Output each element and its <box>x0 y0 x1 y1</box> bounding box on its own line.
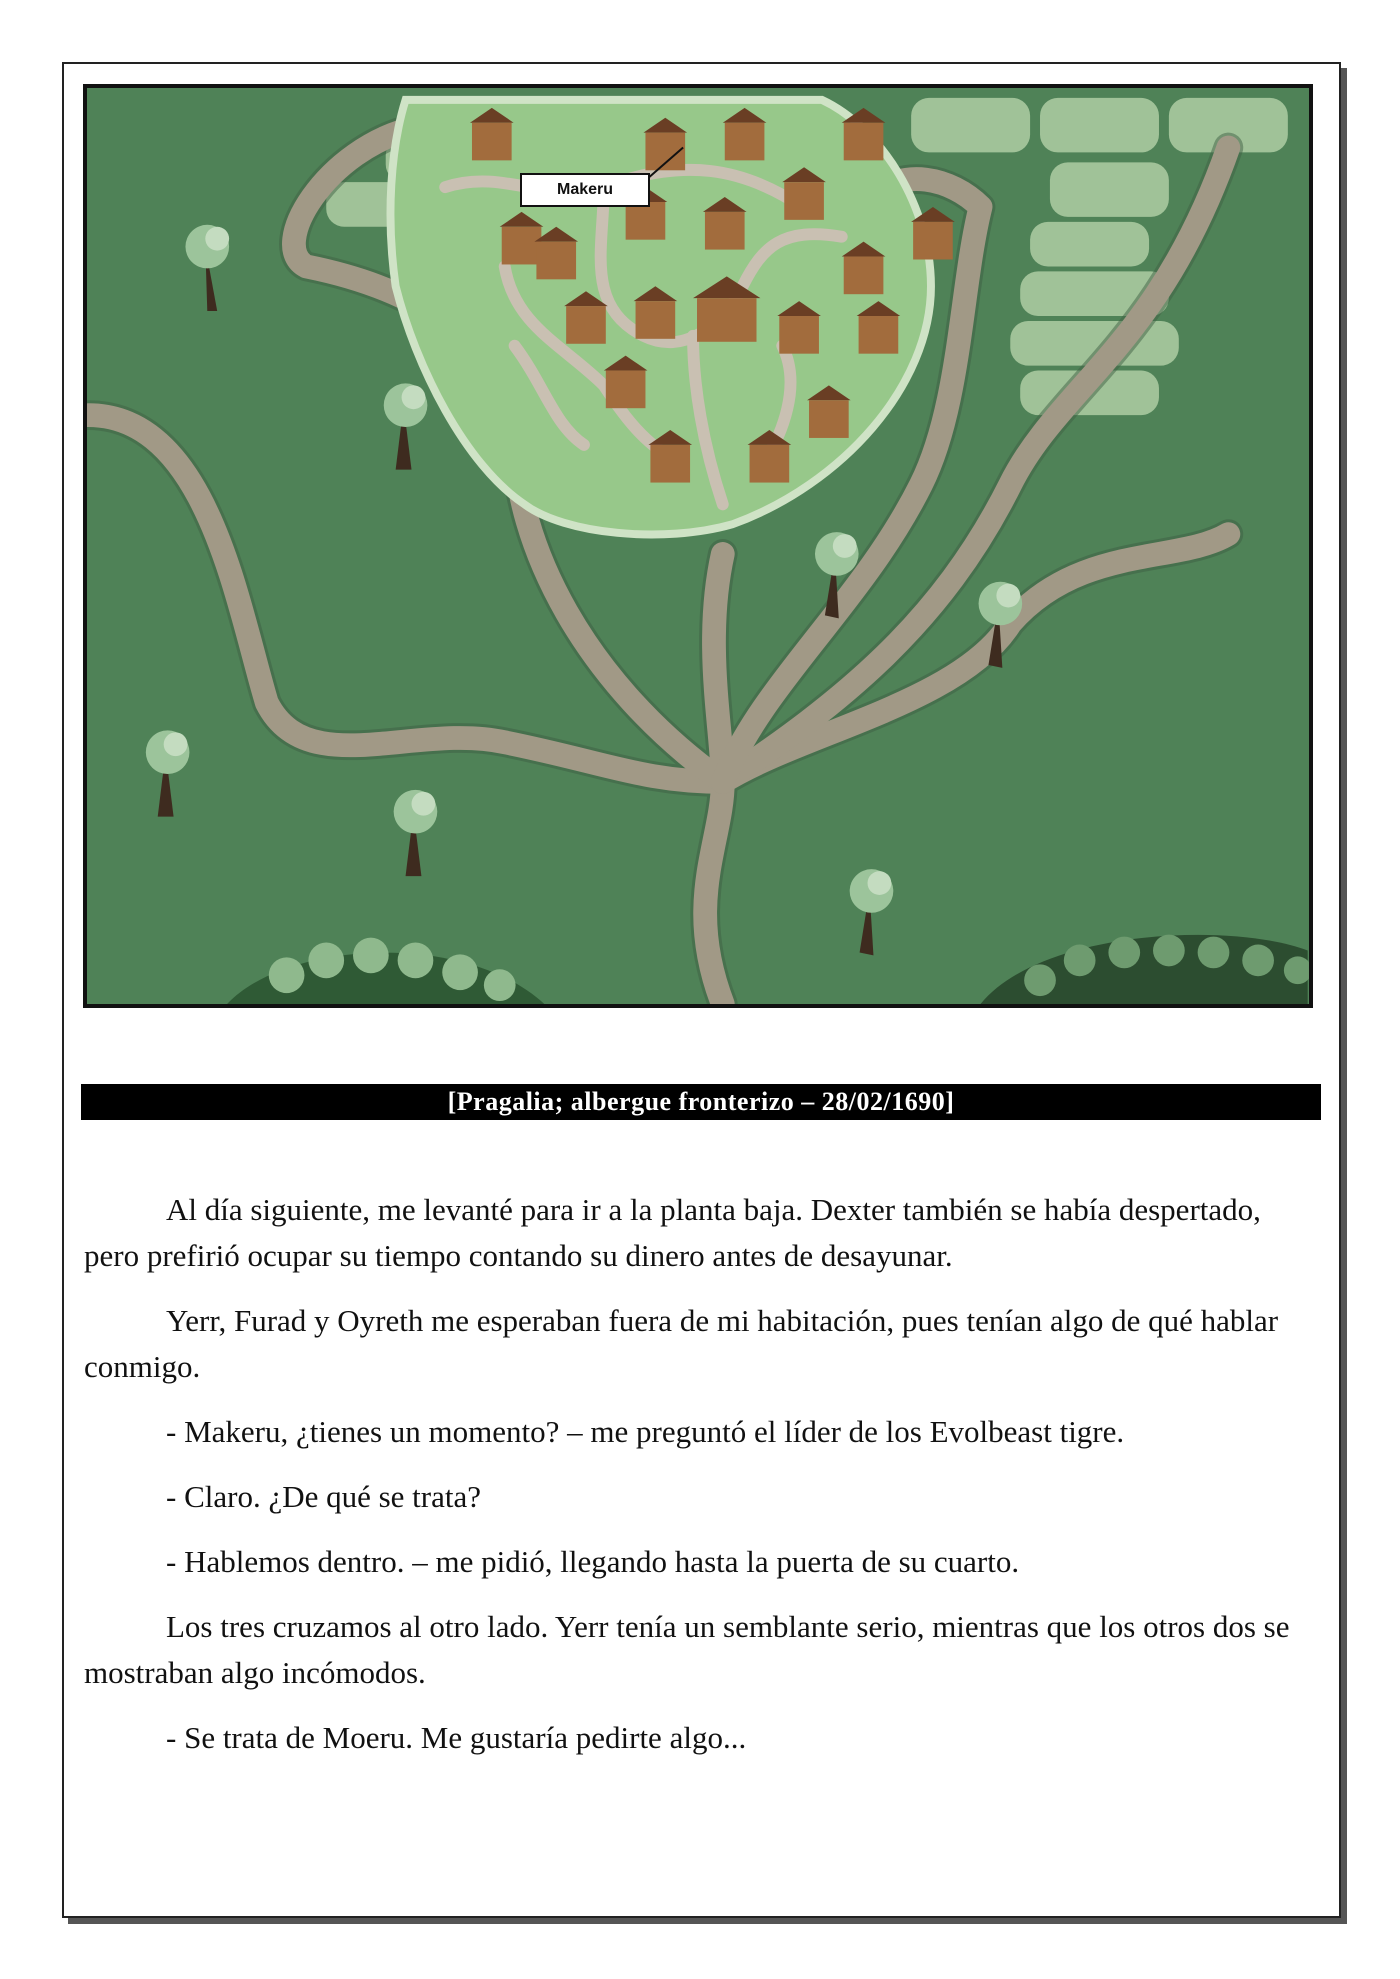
chapter-header-text: [Pragalia; albergue fronterizo – 28/02/1690] <box>447 1087 955 1116</box>
chapter-header <box>81 1084 1321 1120</box>
paragraph: Yerr, Furad y Oyreth me esperaban fuera de mi habitación, pues tenían algo de qué hablar conmigo. <box>84 1303 1279 1384</box>
paragraph: - Hablemos dentro. – me pidió, llegando hasta la puerta de su cuarto. <box>166 1544 1020 1579</box>
paragraph: - Makeru, ¿tienes un momento? – me preguntó el líder de los Evolbeast tigre. <box>166 1414 1125 1449</box>
paragraph: - Se trata de Moeru. Me gustaría pedirte algo... <box>166 1720 747 1755</box>
paragraph: Al día siguiente, me levanté para ir a la planta baja. Dexter también se había despertado, pero prefirió ocupar su tiempo contando su dinero antes de desayunar. <box>84 1192 1261 1273</box>
map-location-label: Makeru <box>520 173 650 207</box>
map-illustration <box>87 88 1309 1004</box>
paragraph: Los tres cruzamos al otro lado. Yerr tenía un semblante serio, mientras que los otros dos se mostraban algo incómodos. <box>84 1609 1290 1690</box>
story-text <box>84 1187 1314 1780</box>
paragraph: - Claro. ¿De qué se trata? <box>166 1479 482 1514</box>
village-map <box>83 84 1313 1008</box>
